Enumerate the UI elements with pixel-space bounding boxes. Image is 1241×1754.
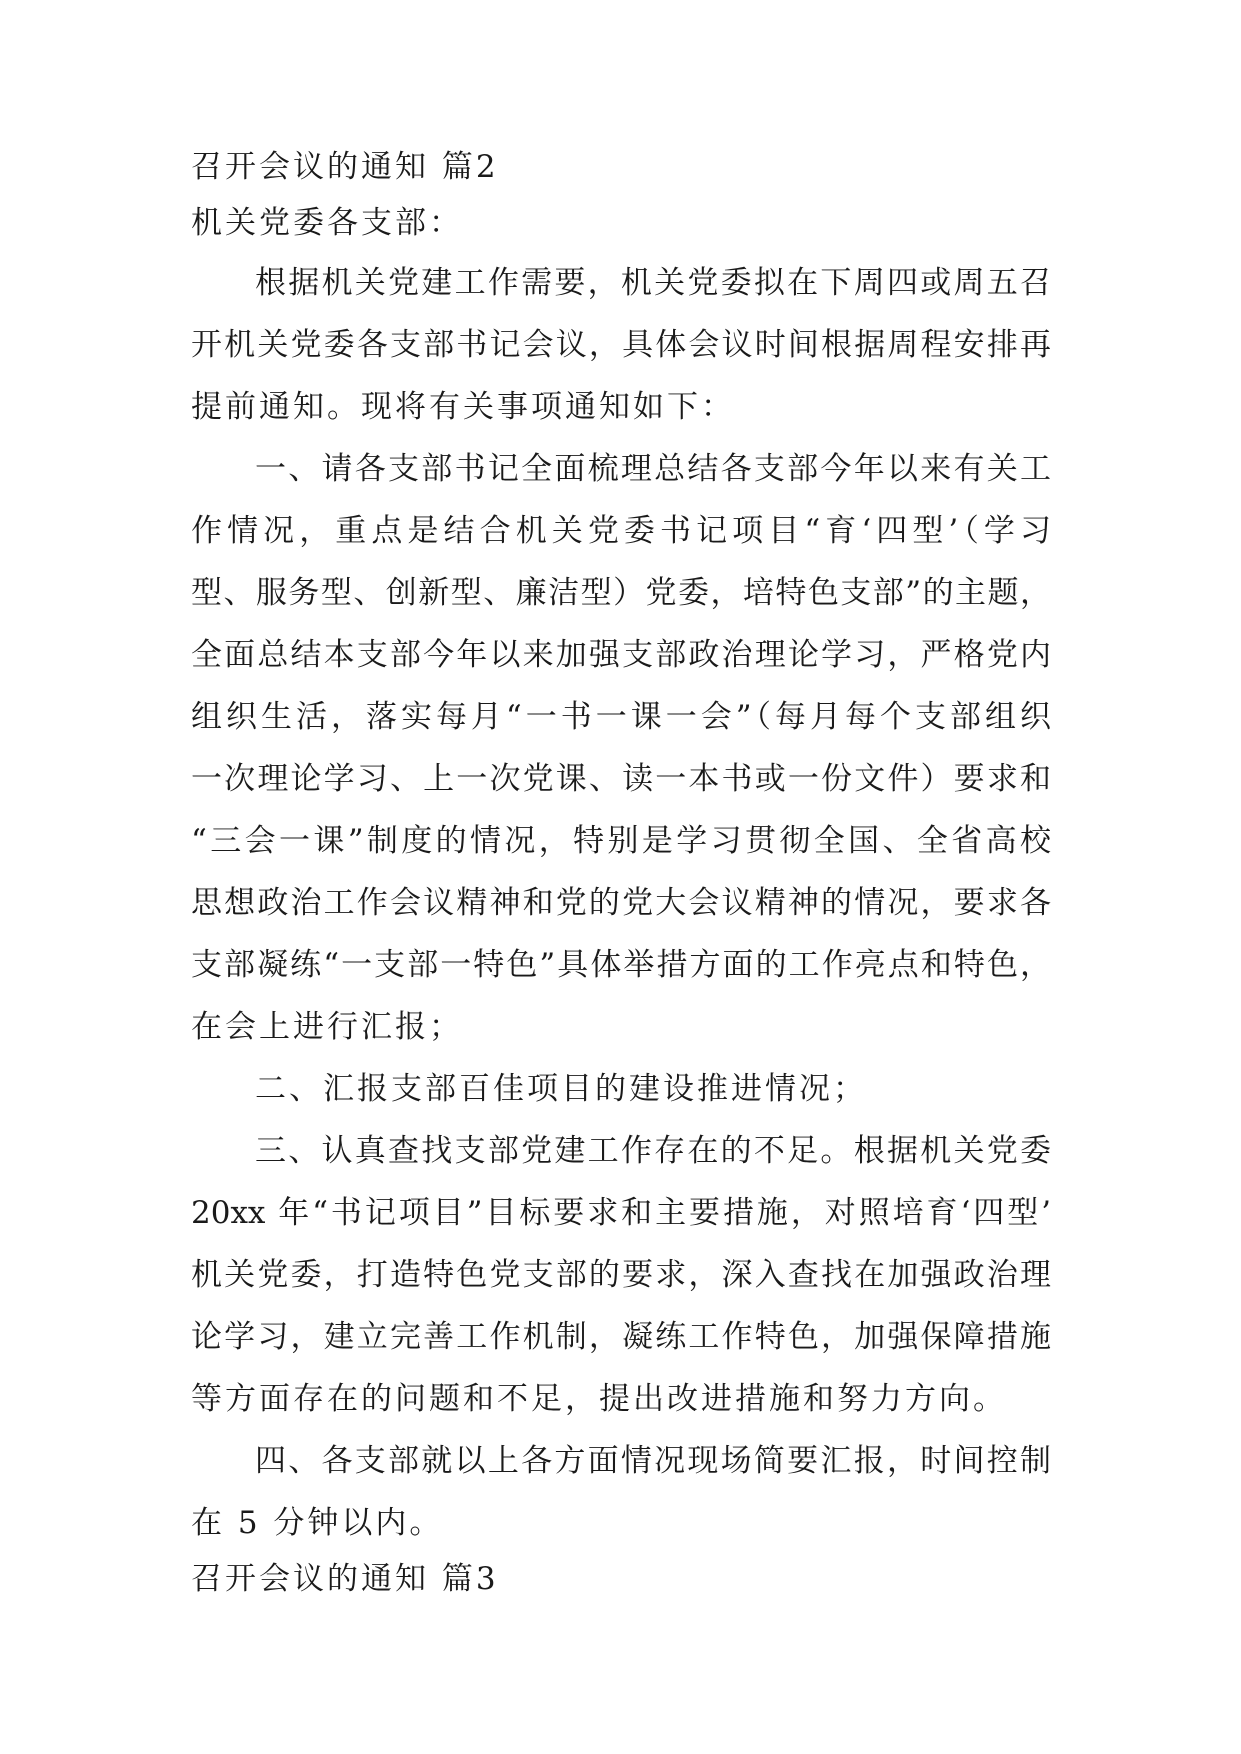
paragraph-line: 开机关党委各支部书记会议，具体会议时间根据周程安排再 (191, 327, 1051, 363)
item-line: 等方面存在的问题和不足，提出改进措施和努力方向。 (191, 1381, 1007, 1417)
item-line: 一次理论学习、上一次党课、读一本书或一份文件）要求和 (191, 761, 1051, 797)
salutation: 机关党委各支部： (191, 205, 463, 241)
item-line: 作情况，重点是结合机关党委书记项目“育‘四型’（学习 (191, 513, 1051, 549)
item-line: 型、服务型、创新型、廉洁型）党委，培特色支部”的主题， (191, 575, 1051, 611)
paragraph-line: 提前通知。现将有关事项通知如下： (191, 389, 735, 425)
item-line: 四、各支部就以上各方面情况现场简要汇报，时间控制 (255, 1443, 1051, 1479)
paragraph-line: 根据机关党建工作需要，机关党委拟在下周四或周五召 (255, 265, 1051, 301)
section-heading-3: 召开会议的通知 篇3 (191, 1561, 499, 1597)
item-line: 全面总结本支部今年以来加强支部政治理论学习，严格党内 (191, 637, 1051, 673)
item-line: 在 5 分钟以内。 (191, 1505, 444, 1541)
item-line: 三、认真查找支部党建工作存在的不足。根据机关党委 (255, 1133, 1051, 1169)
item-line: 思想政治工作会议精神和党的党大会议精神的情况，要求各 (191, 885, 1051, 921)
item-line: “三会一课”制度的情况，特别是学习贯彻全国、全省高校 (191, 823, 1051, 859)
item-line: 二、汇报支部百佳项目的建设推进情况； (255, 1071, 867, 1107)
item-line: 组织生活，落实每月“一书一课一会”（每月每个支部组织 (191, 699, 1051, 735)
item-line: 支部凝练“一支部一特色”具体举措方面的工作亮点和特色， (191, 947, 1051, 983)
item-line: 在会上进行汇报； (191, 1009, 463, 1045)
item-line: 一、请各支部书记全面梳理总结各支部今年以来有关工 (255, 451, 1051, 487)
item-line: 机关党委，打造特色党支部的要求，深入查找在加强政治理 (191, 1257, 1051, 1293)
item-line: 论学习，建立完善工作机制，凝练工作特色，加强保障措施 (191, 1319, 1051, 1355)
item-line: 20xx 年“书记项目”目标要求和主要措施，对照培育‘四型’ (191, 1195, 1051, 1231)
section-heading-2: 召开会议的通知 篇2 (191, 149, 499, 185)
